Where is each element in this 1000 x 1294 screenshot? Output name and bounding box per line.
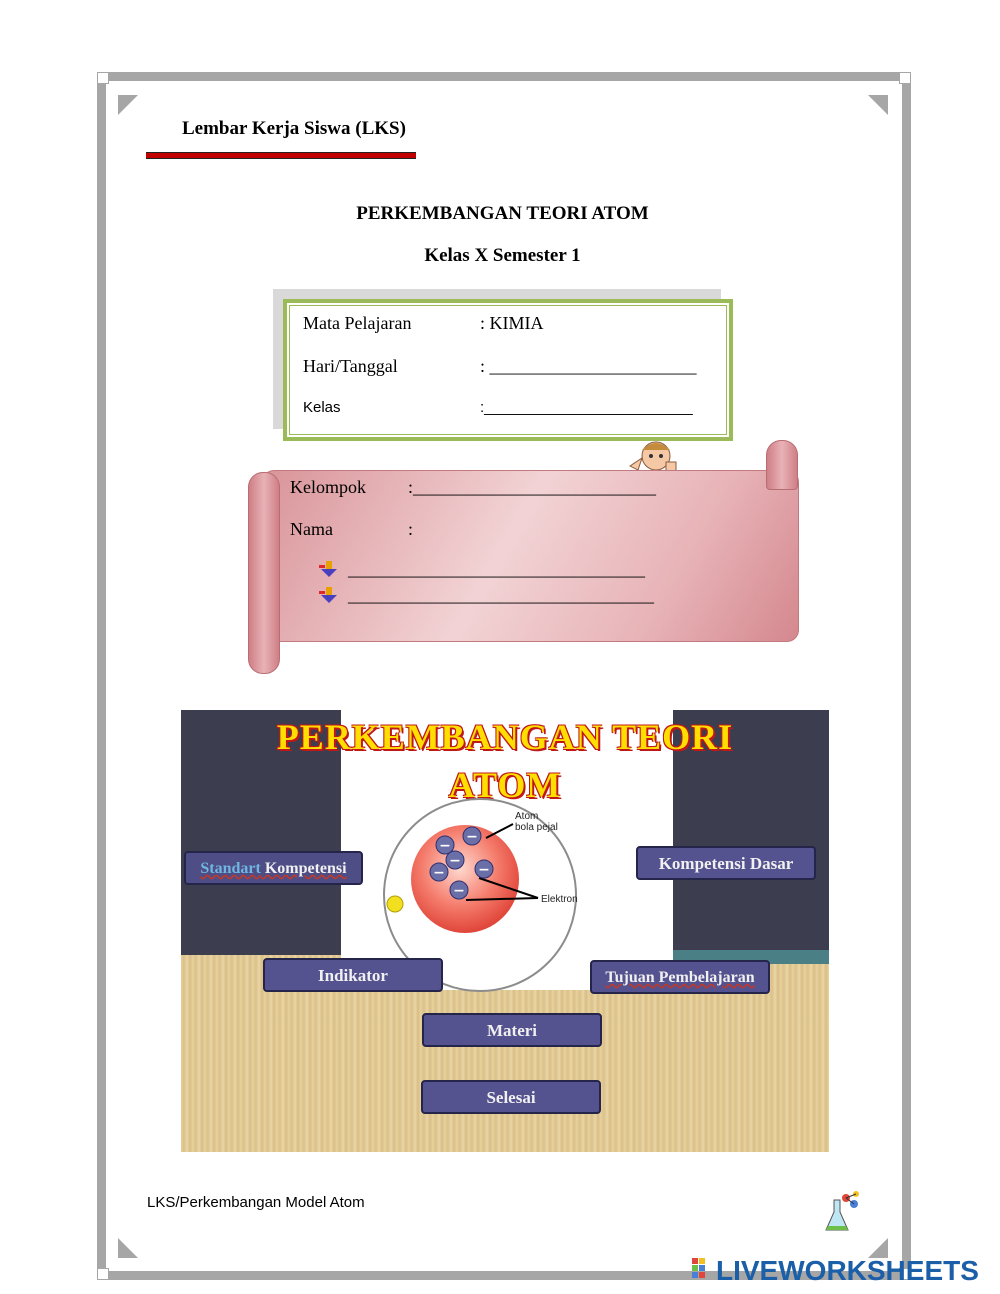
corner-ornament bbox=[868, 95, 888, 115]
electron-sign: − bbox=[453, 883, 465, 899]
class-label: Kelas bbox=[303, 399, 341, 416]
electron-sign: − bbox=[466, 829, 478, 845]
arrow-bullet-icon bbox=[319, 560, 339, 578]
sk-label-part2: Kompetensi bbox=[260, 860, 347, 877]
group-label: Kelompok bbox=[290, 477, 366, 497]
scroll-roll-left bbox=[248, 472, 280, 674]
corner-ornament bbox=[118, 1238, 138, 1258]
arrow-bullet-icon bbox=[319, 586, 339, 604]
tujuan-label: Tujuan Pembelajaran bbox=[605, 969, 755, 986]
subject-value: : KIMIA bbox=[480, 313, 544, 333]
frame-corner bbox=[97, 72, 109, 84]
indikator-button[interactable]: Indikator bbox=[263, 958, 443, 992]
liveworksheets-brand[interactable]: LIVEWORKSHEETS bbox=[716, 1255, 979, 1286]
sk-label-part1: Standart bbox=[200, 860, 261, 877]
bola-pejal-label: bola pejal bbox=[515, 822, 558, 833]
electron-sign: − bbox=[478, 862, 490, 878]
lks-header: Lembar Kerja Siswa (LKS) bbox=[182, 118, 406, 139]
slide-title-line-2: ATOM bbox=[448, 765, 562, 805]
tujuan-pembelajaran-button[interactable] bbox=[590, 960, 770, 994]
group-field[interactable]: :___________________________ bbox=[408, 477, 657, 497]
name-label: Nama bbox=[290, 519, 333, 539]
standart-kompetensi-button[interactable] bbox=[184, 851, 363, 885]
date-field[interactable]: : _______________________ bbox=[480, 356, 697, 376]
subject-label: Mata Pelajaran bbox=[303, 313, 412, 333]
class-field[interactable]: :_________________________ bbox=[480, 399, 693, 416]
electron-sign: − bbox=[433, 865, 445, 881]
member-line-1[interactable]: _________________________________ bbox=[348, 559, 645, 579]
selesai-button[interactable]: Selesai bbox=[421, 1080, 601, 1114]
materi-button[interactable]: Materi bbox=[422, 1013, 602, 1047]
electron-sign: − bbox=[449, 853, 461, 869]
document-title: PERKEMBANGAN TEORI ATOM bbox=[356, 203, 649, 224]
electron-sign: − bbox=[439, 838, 451, 854]
child-illustration bbox=[626, 436, 678, 472]
kompetensi-dasar-button[interactable]: Kompetensi Dasar bbox=[636, 846, 816, 880]
frame-top bbox=[97, 72, 911, 81]
header-rule bbox=[146, 152, 416, 159]
date-label: Hari/Tanggal bbox=[303, 356, 398, 376]
chemistry-flask-icon bbox=[816, 1190, 864, 1234]
footer-text: LKS/Perkembangan Model Atom bbox=[147, 1194, 365, 1211]
name-colon: : bbox=[408, 519, 414, 539]
frame-corner bbox=[899, 72, 911, 84]
orbit-electron bbox=[387, 896, 403, 912]
atom-label: Atom bbox=[515, 811, 539, 822]
electron-label: Elektron bbox=[541, 894, 578, 905]
liveworksheets-logo-icon bbox=[692, 1258, 712, 1280]
slide-title-line-1: PERKEMBANGAN TEORI bbox=[276, 717, 734, 757]
pointer-line bbox=[486, 824, 513, 838]
frame-corner bbox=[97, 1268, 109, 1280]
member-line-2[interactable]: __________________________________ bbox=[348, 585, 654, 605]
slide-image bbox=[181, 710, 829, 1152]
scroll-roll-right bbox=[766, 440, 798, 490]
document-subtitle: Kelas X Semester 1 bbox=[424, 245, 581, 266]
corner-ornament bbox=[118, 95, 138, 115]
